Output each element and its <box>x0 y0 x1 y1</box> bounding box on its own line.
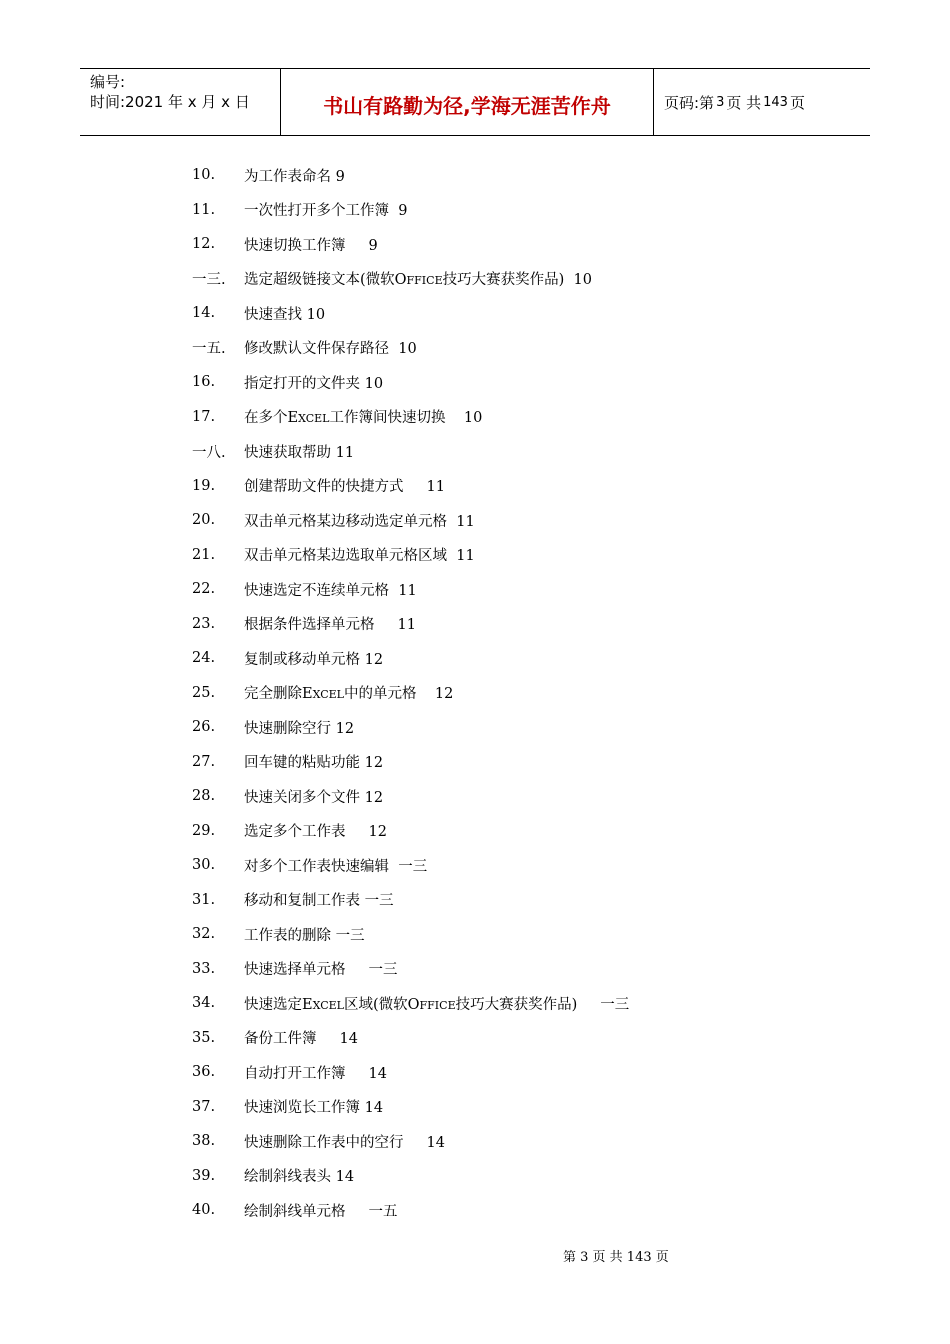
toc-entry[interactable] <box>192 710 812 745</box>
toc-entry-number: 39. <box>192 1167 216 1184</box>
toc-entry-number: 31. <box>192 891 216 908</box>
toc-entry[interactable] <box>192 986 812 1021</box>
page-total: 143 <box>763 94 788 110</box>
toc-entry-number: 10. <box>192 167 216 184</box>
toc-entry-title: 快速切换工作簿 9 <box>244 237 378 254</box>
toc-entry-title: 指定打开的文件夹 10 <box>244 375 384 392</box>
toc-entry-number: 一五. <box>192 341 226 358</box>
toc-entry-title: 双击单元格某边移动选定单元格 11 <box>244 513 475 530</box>
toc-entry[interactable] <box>192 1055 812 1090</box>
toc-entry-title: 工作表的删除 一三 <box>244 927 365 944</box>
toc-entry-title: 备份工件簿 14 <box>244 1031 358 1048</box>
toc-entry[interactable] <box>192 1124 812 1159</box>
toc-entry-number: 26. <box>192 719 216 736</box>
toc-entry[interactable] <box>192 572 812 607</box>
toc-entry[interactable] <box>192 917 812 952</box>
toc-entry-title: 快速选定EXCEL区域(微软OFFICE技巧大赛获奖作品) 一三 <box>244 996 630 1013</box>
toc-entry[interactable] <box>192 1159 812 1194</box>
toc-entry-title: 复制或移动单元格 12 <box>244 651 384 668</box>
toc-entry[interactable] <box>192 400 812 435</box>
toc-entry-number: 28. <box>192 788 216 805</box>
toc-entry-number: 24. <box>192 650 216 667</box>
toc-entry[interactable] <box>192 538 812 573</box>
toc-entry-number: 37. <box>192 1098 216 1115</box>
toc-entry-title: 快速获取帮助 11 <box>244 444 355 461</box>
toc-entry[interactable] <box>192 469 812 504</box>
toc-entry[interactable] <box>192 1090 812 1125</box>
page-mid: 页 共 <box>726 93 762 112</box>
toc-entry-number: 一八. <box>192 444 226 461</box>
toc-entry[interactable] <box>192 814 812 849</box>
toc-entry-title: 绘制斜线单元格 一五 <box>244 1203 398 1220</box>
toc-entry-number: 20. <box>192 512 216 529</box>
toc-entry-title: 双击单元格某边选取单元格区域 11 <box>244 548 475 565</box>
toc-entry[interactable] <box>192 745 812 780</box>
page-header <box>80 68 870 136</box>
toc-entry-number: 14. <box>192 305 216 322</box>
toc-entry-number: 29. <box>192 822 216 839</box>
toc-entry-number: 19. <box>192 477 216 494</box>
toc-entry-number: 12. <box>192 236 216 253</box>
toc-entry-title: 快速查找 10 <box>244 306 326 323</box>
toc-entry[interactable] <box>192 434 812 469</box>
page-current: 3 <box>716 94 725 110</box>
page-suffix: 页 <box>789 93 805 112</box>
toc-entry-title: 创建帮助文件的快捷方式 11 <box>244 479 445 496</box>
table-of-contents <box>192 158 812 1228</box>
header-page-info <box>654 69 870 135</box>
toc-entry-number: 32. <box>192 926 216 943</box>
toc-entry[interactable] <box>192 193 812 228</box>
toc-entry-title: 根据条件选择单元格 11 <box>244 617 416 634</box>
toc-entry-title: 快速删除工作表中的空行 14 <box>244 1134 445 1151</box>
page-prefix: 页码:第 <box>664 93 715 112</box>
toc-entry-number: 23. <box>192 615 216 632</box>
header-meta <box>80 69 281 135</box>
toc-entry-number: 17. <box>192 408 216 425</box>
toc-entry-title: 快速浏览长工作簿 14 <box>244 1100 384 1117</box>
toc-entry[interactable] <box>192 848 812 883</box>
toc-entry[interactable] <box>192 1021 812 1056</box>
toc-entry-title: 修改默认文件保存路径 10 <box>244 341 417 358</box>
toc-entry-title: 对多个工作表快速编辑 一三 <box>244 858 428 875</box>
toc-entry-number: 27. <box>192 753 216 770</box>
toc-entry-title: 快速选择单元格 一三 <box>244 962 398 979</box>
toc-entry[interactable] <box>192 331 812 366</box>
toc-entry-number: 一三. <box>192 272 226 289</box>
toc-entry-number: 34. <box>192 995 216 1012</box>
toc-entry-number: 11. <box>192 201 216 218</box>
toc-entry-number: 25. <box>192 684 216 701</box>
toc-entry[interactable] <box>192 883 812 918</box>
toc-entry-title: 快速选定不连续单元格 11 <box>244 582 417 599</box>
toc-entry[interactable] <box>192 607 812 642</box>
toc-entry[interactable] <box>192 952 812 987</box>
page-footer: 第 3 页 共 143 页 <box>563 1250 669 1265</box>
toc-entry-number: 33. <box>192 960 216 977</box>
toc-entry[interactable] <box>192 1193 812 1228</box>
toc-entry-title: 自动打开工作簿 14 <box>244 1065 387 1082</box>
toc-entry[interactable] <box>192 641 812 676</box>
toc-entry-number: 36. <box>192 1064 216 1081</box>
document-code-label: 编号: <box>90 73 126 91</box>
toc-entry-title: 选定多个工作表 12 <box>244 824 387 841</box>
document-date: 时间:2021 年 x 月 x 日 <box>90 93 250 111</box>
toc-entry[interactable] <box>192 296 812 331</box>
toc-entry-number: 22. <box>192 581 216 598</box>
toc-entry-title: 为工作表命名 9 <box>244 168 345 185</box>
toc-entry[interactable] <box>192 158 812 193</box>
toc-entry-title: 选定超级链接文本(微软OFFICE技巧大赛获奖作品) 10 <box>244 272 592 289</box>
toc-entry-title: 一次性打开多个工作簿 9 <box>244 203 408 220</box>
toc-entry-number: 21. <box>192 546 216 563</box>
toc-entry-number: 38. <box>192 1133 216 1150</box>
toc-entry-title: 完全删除EXCEL中的单元格 12 <box>244 686 454 703</box>
toc-entry[interactable] <box>192 779 812 814</box>
toc-entry-number: 30. <box>192 857 216 874</box>
toc-entry[interactable] <box>192 503 812 538</box>
toc-entry-number: 16. <box>192 374 216 391</box>
toc-entry[interactable] <box>192 262 812 297</box>
toc-entry-number: 40. <box>192 1202 216 1219</box>
toc-entry-title: 回车键的粘贴功能 12 <box>244 755 384 772</box>
toc-entry[interactable] <box>192 365 812 400</box>
toc-entry-title: 移动和复制工作表 一三 <box>244 893 394 910</box>
toc-entry[interactable] <box>192 676 812 711</box>
toc-entry-number: 35. <box>192 1029 216 1046</box>
header-motto: 书山有路勤为径,学海无涯苦作舟 <box>281 69 654 135</box>
toc-entry-title: 快速删除空行 12 <box>244 720 355 737</box>
toc-entry-title: 在多个EXCEL工作簿间快速切换 10 <box>244 410 483 427</box>
toc-entry-title: 快速关闭多个文件 12 <box>244 789 384 806</box>
toc-entry-title: 绘制斜线表头 14 <box>244 1169 355 1186</box>
toc-entry[interactable] <box>192 227 812 262</box>
